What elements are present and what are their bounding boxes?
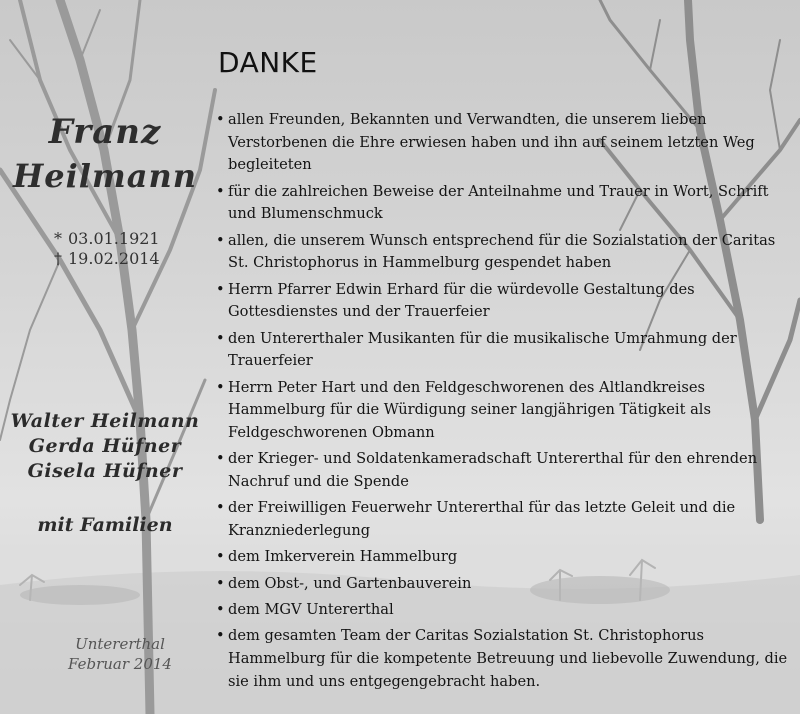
- birth-date: 03.01.1921: [68, 229, 160, 248]
- list-item: [214, 230, 794, 275]
- bullet-icon: •: [216, 378, 225, 396]
- relative-name: Gerda Hüfner: [28, 435, 182, 457]
- families-line: mit Familien: [37, 514, 173, 536]
- list-item: [214, 328, 794, 373]
- list-item-text: allen Freunden, Bekannten und Verwandten, die unserem lieben Verstorbenen die Ehre erwiesen haben und ihn auf seinem letzten Weg begleiteten: [228, 111, 755, 174]
- bullet-icon: •: [216, 182, 225, 200]
- list-item-text: dem MGV Untererthal: [228, 601, 394, 618]
- list-item: [214, 181, 794, 226]
- bullet-icon: •: [216, 601, 225, 618]
- bullet-icon: •: [216, 111, 225, 128]
- bullet-icon: •: [216, 280, 225, 298]
- list-item: [214, 546, 794, 569]
- thanks-list: [214, 109, 794, 697]
- deceased-first-name: Franz: [48, 112, 162, 152]
- birth-star-icon: *: [54, 229, 62, 248]
- bullet-icon: •: [216, 574, 225, 592]
- deceased-last-name: Heilmann: [12, 157, 198, 195]
- birth-line: [54, 229, 204, 249]
- bullet-icon: •: [216, 548, 225, 566]
- bullet-icon: •: [216, 450, 225, 468]
- place-name: Untererthal: [75, 635, 165, 653]
- list-item-text: der Freiwilligen Feuerwehr Untererthal für das letzte Geleit und die Kranzniederlegung: [228, 499, 736, 540]
- date-line: Februar 2014: [68, 655, 172, 673]
- list-item: [214, 599, 794, 622]
- list-item-text: Herrn Pfarrer Edwin Erhard für die würdevolle Gestaltung des Gottesdienstes und der Trauerfeier: [228, 280, 695, 321]
- death-date: 19.02.2014: [68, 249, 160, 268]
- list-item: [214, 625, 794, 693]
- list-item-text: für die zahlreichen Beweise der Anteilnahme und Trauer in Wort, Schrift und Blumenschmuck: [228, 182, 769, 223]
- list-item-text: allen, die unserem Wunsch entsprechend für die Sozialstation der Caritas St. Christophorus in Hammelburg gespendet haben: [228, 231, 776, 272]
- list-item-text: dem Obst-, und Gartenbauverein: [228, 574, 472, 592]
- list-item: [214, 448, 794, 493]
- list-item-text: der Krieger- und Soldatenkameradschaft Untererthal für den ehrenden Nachruf und die Spende: [228, 450, 758, 491]
- bullet-icon: •: [216, 499, 225, 517]
- bullet-icon: •: [216, 329, 225, 347]
- list-item-text: den Untererthaler Musikanten für die musikalische Umrahmung der Trauerfeier: [228, 329, 737, 370]
- list-item-text: Herrn Peter Hart und den Feldgeschworenen des Altlandkreises Hammelburg für die Würdigung seiner langjährigen Tätigkeit als Feldgeschworenen Obmann: [228, 378, 711, 442]
- list-item: [214, 497, 794, 542]
- page-title: DANKE: [218, 46, 318, 79]
- list-item-text: dem Imkerverein Hammelburg: [228, 548, 458, 566]
- place-and-date: [40, 634, 200, 674]
- relatives-list: [0, 409, 210, 484]
- list-item: [214, 109, 794, 177]
- death-cross-icon: †: [54, 249, 62, 268]
- death-line: [54, 249, 204, 269]
- list-item: [214, 377, 794, 445]
- relative-name: Walter Heilmann: [10, 410, 200, 432]
- bullet-icon: •: [216, 627, 225, 645]
- list-item-text: dem gesamten Team der Caritas Sozialstation St. Christophorus Hammelburg für die kompetente Betreuung und liebevolle Zuwendung, die sie ihm und uns entgegengebracht haben.: [228, 627, 788, 690]
- life-dates: [54, 229, 204, 269]
- list-item: [214, 573, 794, 596]
- list-item: [214, 279, 794, 324]
- relative-name: Gisela Hüfner: [27, 460, 183, 482]
- bullet-icon: •: [216, 231, 225, 249]
